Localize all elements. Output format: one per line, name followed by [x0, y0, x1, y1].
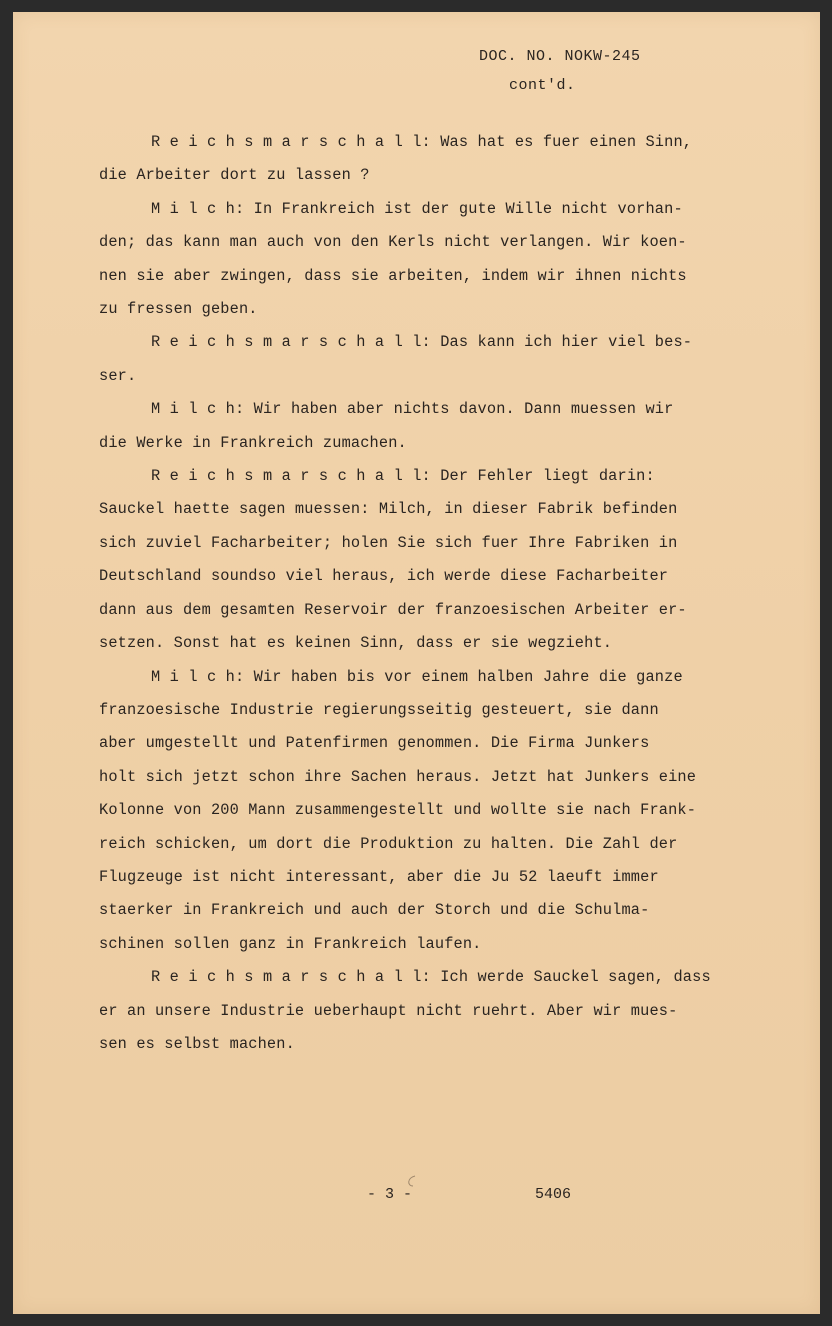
line-text: zu fressen geben. — [99, 300, 258, 319]
line-text: Der Fehler liegt darin: — [430, 467, 655, 486]
line-text: den; das kann man auch von den Kerls nicht verlangen. Wir koen- — [99, 233, 687, 252]
line-text: ser. — [99, 366, 137, 385]
paragraph-first-line — [99, 193, 749, 226]
paragraph-line — [99, 861, 749, 894]
line-text: reich schicken, um dort die Produktion zu halten. Die Zahl der — [99, 834, 678, 853]
line-text: Sauckel haette sagen muessen: Milch, in dieser Fabrik befinden — [99, 500, 678, 519]
paragraph-line — [99, 627, 749, 660]
speaker-name: R e i c h s m a r s c h a l l: — [151, 467, 431, 486]
paragraph-line — [99, 427, 749, 460]
line-text: Ich werde Sauckel sagen, dass — [430, 968, 711, 987]
paragraph-line — [99, 293, 749, 326]
transcript-paragraph — [99, 661, 749, 962]
line-text: Wir haben bis vor einem halben Jahre die ganze — [244, 667, 683, 686]
paragraph-line — [99, 828, 749, 861]
line-text: In Frankreich ist der gute Wille nicht vorhan- — [244, 199, 683, 218]
speaker-name: M i l c h: — [151, 199, 245, 218]
line-text: nen sie aber zwingen, dass sie arbeiten, indem wir ihnen nichts — [99, 266, 687, 285]
page-number: - 3 - — [367, 1186, 413, 1203]
paragraph-first-line — [99, 961, 749, 994]
speaker-name: R e i c h s m a r s c h a l l: — [151, 133, 431, 151]
speaker-name: M i l c h: — [151, 667, 245, 686]
transcript-paragraph — [99, 460, 749, 660]
line-text: holt sich jetzt schon ihre Sachen heraus. Jetzt hat Junkers eine — [99, 767, 697, 786]
paragraph-first-line — [99, 393, 749, 426]
line-text: Wir haben aber nichts davon. Dann muessen wir — [244, 400, 674, 419]
paragraph-line — [99, 694, 749, 727]
line-text: die Werke in Frankreich zumachen. — [99, 433, 407, 452]
line-text: er an unsere Industrie ueberhaupt nicht ruehrt. Aber wir mues- — [99, 1001, 678, 1020]
paragraph-line — [99, 560, 749, 593]
transcript-paragraph — [99, 193, 749, 327]
document-serial-number: 5406 — [535, 1186, 572, 1203]
speaker-name: M i l c h: — [151, 400, 245, 419]
line-text: Was hat es fuer einen Sinn, — [430, 133, 693, 151]
document-number: DOC. NO. NOKW-245 — [479, 48, 641, 65]
paragraph-first-line — [99, 661, 749, 694]
transcript-paragraph — [99, 961, 749, 1061]
paragraph-line — [99, 260, 749, 293]
paragraph-line — [99, 995, 749, 1028]
transcript-body — [99, 126, 749, 1061]
line-text: franzoesische Industrie regierungsseitig gesteuert, sie dann — [99, 700, 659, 719]
speaker-name: R e i c h s m a r s c h a l l: — [151, 333, 431, 352]
document-header — [479, 48, 641, 94]
paragraph-line — [99, 527, 749, 560]
transcript-paragraph — [99, 393, 749, 460]
line-text: Das kann ich hier viel bes- — [430, 333, 693, 352]
paragraph-line — [99, 894, 749, 927]
paragraph-line — [99, 1028, 749, 1061]
paragraph-line — [99, 761, 749, 794]
paragraph-line — [99, 159, 749, 192]
transcript-paragraph — [99, 326, 749, 393]
line-text: staerker in Frankreich und auch der Storch und die Schulma- — [99, 901, 650, 920]
paragraph-line — [99, 794, 749, 827]
paragraph-first-line — [99, 326, 749, 359]
line-text: dann aus dem gesamten Reservoir der franzoesischen Arbeiter er- — [99, 600, 687, 619]
paragraph-line — [99, 493, 749, 526]
document-page — [13, 12, 820, 1314]
line-text: die Arbeiter dort zu lassen ? — [99, 166, 370, 185]
line-text: setzen. Sonst hat es keinen Sinn, dass er sie wegzieht. — [99, 634, 613, 653]
line-text: aber umgestellt und Patenfirmen genommen. Die Firma Junkers — [99, 734, 650, 753]
paragraph-line — [99, 360, 749, 393]
continued-note: cont'd. — [509, 77, 576, 94]
line-text: Deutschland soundso viel heraus, ich werde diese Facharbeiter — [99, 567, 669, 586]
paragraph-line — [99, 226, 749, 259]
paragraph-line — [99, 594, 749, 627]
transcript-paragraph — [99, 126, 749, 193]
line-text: sen es selbst machen. — [99, 1034, 295, 1053]
paragraph-first-line — [99, 460, 749, 493]
line-text: schinen sollen ganz in Frankreich laufen. — [99, 934, 482, 953]
paragraph-line — [99, 727, 749, 760]
paragraph-line — [99, 928, 749, 961]
line-text: Kolonne von 200 Mann zusammengestellt und wollte sie nach Frank- — [99, 801, 697, 820]
paragraph-first-line — [99, 126, 749, 159]
speaker-name: R e i c h s m a r s c h a l l: — [151, 968, 431, 987]
line-text: Flugzeuge ist nicht interessant, aber die Ju 52 laeuft immer — [99, 867, 659, 886]
line-text: sich zuviel Facharbeiter; holen Sie sich fuer Ihre Fabriken in — [99, 533, 678, 552]
